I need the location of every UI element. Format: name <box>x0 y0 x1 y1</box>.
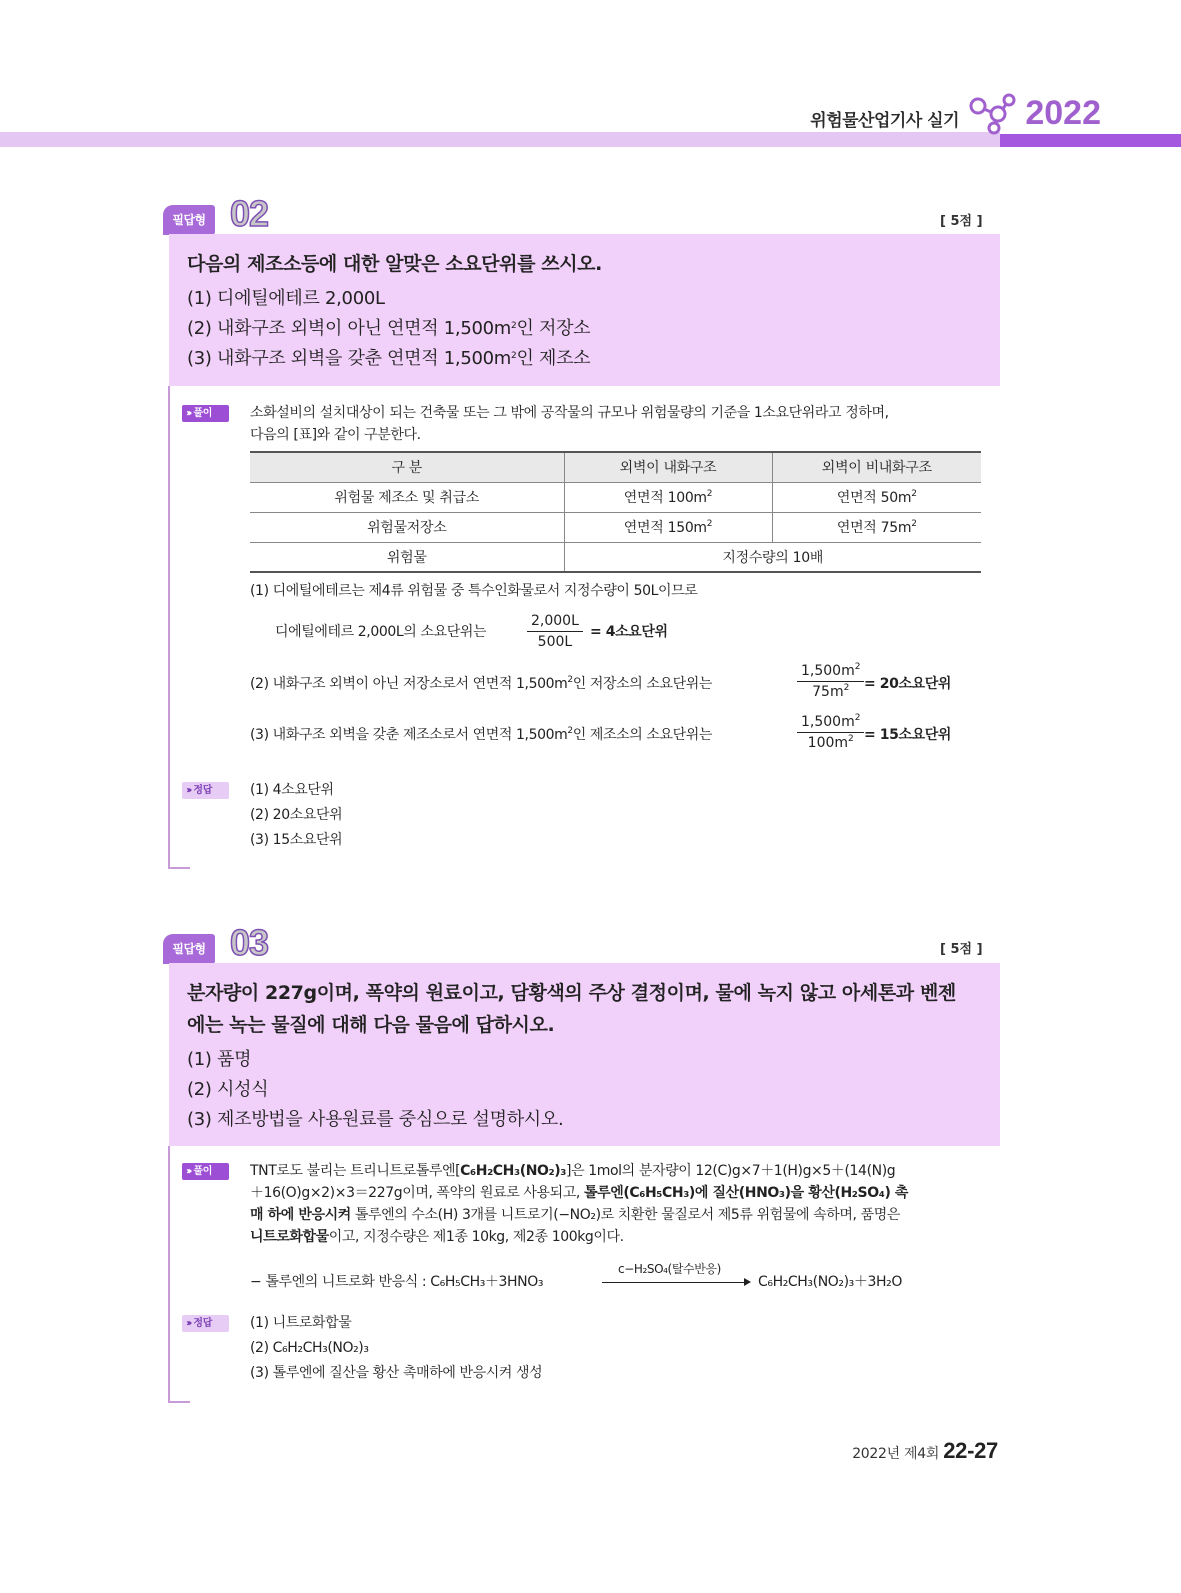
question-text: 분자량이 227g이며, 폭약의 원료이고, 담황색의 주상 결정이며, 물에 녹지 않고 아세톤과 벤젠 에는 녹는 물질에 대해 다음 물음에 답하시오. <box>187 982 956 1036</box>
question-box <box>169 234 1000 386</box>
table-row <box>250 542 981 572</box>
answer-item: (3) 15소요단위 <box>250 832 343 848</box>
explanation-text: 소화설비의 설치대상이 되는 건축물 또는 그 밖에 공작물의 규모나 위험물량의 기준을 1소요단위라고 정하며, 다음의 [표]와 같이 구분한다. <box>250 405 889 443</box>
calc-line: (3) 내화구조 외벽을 갖춘 제조소로서 연면적 $1,500m^2$인 제조소의 소요단위는 <box>250 726 713 743</box>
question-item: (1) 품명 <box>187 1049 252 1070</box>
question-item: (3) 내화구조 외벽을 갖춘 연면적 $1,500m^2$인 제조소 <box>187 348 591 369</box>
reaction-arrow-head <box>744 1278 751 1286</box>
answer-list <box>250 1311 542 1386</box>
question-text: 다음의 제조소등에 대한 알맞은 소요단위를 쓰시오. <box>187 253 602 275</box>
table-cell: 지정수량의 10배 <box>564 542 981 572</box>
explanation-label: ››› 풀이 <box>182 405 229 422</box>
question-score: [ 5점 ] <box>940 942 983 957</box>
explanation-label: ››› 풀이 <box>182 1163 229 1180</box>
side-rule <box>168 1146 170 1402</box>
header-bar <box>0 132 1000 147</box>
header-year: 2022 <box>1025 94 1101 132</box>
question-score: [ 5점 ] <box>940 214 983 229</box>
reaction-condition: c−H₂SO₄(탈수반응) <box>618 1262 721 1276</box>
table-header-row <box>250 452 981 482</box>
answer-item: (3) 톨루엔에 질산을 황산 촉매하에 반응시켜 생성 <box>250 1365 543 1381</box>
table-row <box>250 512 981 542</box>
table-cell: 연면적 $150m^2$ <box>564 512 772 542</box>
table-cell: 연면적 $100m^2$ <box>564 482 772 512</box>
answer-label: ››› 정답 <box>182 1315 229 1332</box>
table-header: 외벽이 내화구조 <box>564 452 772 482</box>
question-type-tag: 필답형 <box>163 934 215 964</box>
question-type-tag: 필답형 <box>163 205 215 235</box>
calc-result: = 20소요단위 <box>864 676 951 692</box>
answer-list <box>250 778 342 853</box>
table-header: 구 분 <box>250 452 564 482</box>
answer-item: (2) 20소요단위 <box>250 807 343 823</box>
calc-result: = 4소요단위 <box>590 624 668 640</box>
fraction: $\frac{1,500m^2}{100m^2}$ <box>797 713 864 753</box>
question-number: 02 <box>230 193 269 234</box>
calc-result: = 15소요단위 <box>864 727 951 743</box>
side-rule <box>168 386 170 868</box>
reaction-product: C₆H₂CH₃(NO₂)₃＋3H₂O <box>758 1274 902 1290</box>
side-rule-foot <box>168 867 190 869</box>
question-box <box>169 963 1000 1146</box>
fraction: $\frac{1,500m^2}{75m^2}$ <box>797 662 864 702</box>
book-title: 위험물산업기사 실기 <box>810 111 959 131</box>
table-cell: 연면적 $50m^2$ <box>772 482 981 512</box>
table-cell: 위험물 제조소 및 취급소 <box>250 482 564 512</box>
page-number: 22-27 <box>943 1438 998 1463</box>
header-bar-accent <box>1000 134 1181 147</box>
molecule-icon <box>968 92 1020 136</box>
calc-line: (1) 디에틸에테르는 제4류 위험물 중 특수인화물로서 지정수량이 50L이므로 <box>250 583 698 599</box>
table-header: 외벽이 비내화구조 <box>772 452 981 482</box>
calc-line: 디에틸에테르 2,000L의 소요단위는 <box>275 624 487 640</box>
table-cell: 위험물 <box>250 542 564 572</box>
reaction-arrow <box>602 1282 748 1283</box>
explanation-text: TNT로도 불리는 트리니트로톨루엔[C₆H₂CH₃(NO₂)₃]은 1mol의 분자량이 12(C)g×7＋1(H)g×5＋(14(N)g ＋16(O)g×2)×3＝227g이며, 폭약의 원료로 사용되고, 톨루엔(C₆H₅CH₃)에 질산(HNO₃)을 황산(H₂SO₄) 촉 매 하에 반응시켜 톨루엔의 수소(H) 3개를 니트로기(−NO₂)로 치환한 물질로서 제5류 위험물에 속하며, 품명은 니트로화합물이고, 지정수량은 제1종 10kg, 제2종 100kg이다. <box>250 1163 909 1245</box>
question-number: 03 <box>230 922 269 963</box>
fraction: $\frac{2,000L}{500L}$ <box>527 612 583 652</box>
answer-item: (1) 4소요단위 <box>250 782 334 798</box>
answer-label: ››› 정답 <box>182 782 229 799</box>
calc-line: (2) 내화구조 외벽이 아닌 저장소로서 연면적 $1,500m^2$인 저장소의 소요단위는 <box>250 675 713 692</box>
page-footer: 2022년 제4회 22-27 <box>852 1438 998 1463</box>
question-item: (2) 시성식 <box>187 1079 269 1100</box>
question-item: (2) 내화구조 외벽이 아닌 연면적 $1,500m^2$인 저장소 <box>187 318 591 339</box>
answer-item: (1) 니트로화합물 <box>250 1315 352 1331</box>
table-cell: 위험물저장소 <box>250 512 564 542</box>
fire-unit-table <box>250 451 981 573</box>
question-item: (1) 디에틸에테르 2,000L <box>187 288 385 309</box>
table-cell: 연면적 $75m^2$ <box>772 512 981 542</box>
side-rule-foot <box>168 1401 190 1403</box>
question-item: (3) 제조방법을 사용원료를 중심으로 설명하시오. <box>187 1109 564 1130</box>
reaction-equation: − 톨루엔의 니트로화 반응식 : C₆H₅CH₃＋3HNO₃ <box>250 1274 544 1290</box>
answer-item: (2) C₆H₂CH₃(NO₂)₃ <box>250 1340 369 1356</box>
table-row <box>250 482 981 512</box>
